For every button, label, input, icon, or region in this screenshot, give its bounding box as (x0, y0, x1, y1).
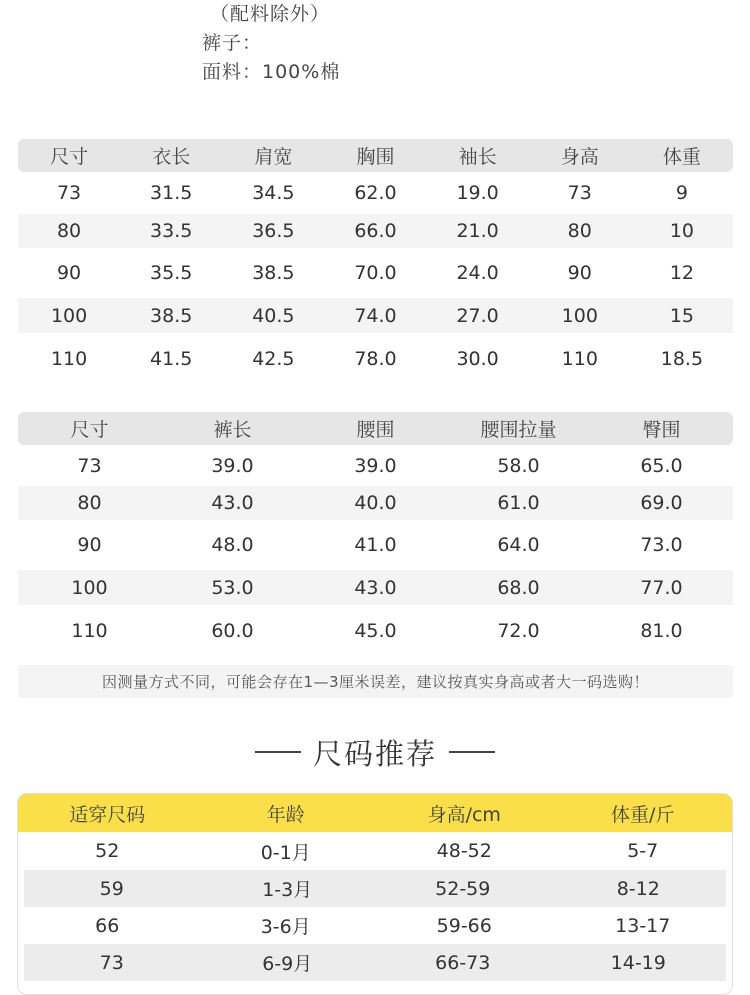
table-cell: 48.0 (211, 534, 254, 556)
table-cell: 62.0 (354, 182, 397, 204)
header-cell: 适穿尺码 (69, 803, 146, 826)
table-cell: 1-3月 (262, 879, 313, 901)
table-cell: 77.0 (640, 576, 683, 599)
table-cell: 45.0 (354, 619, 397, 642)
table-header (18, 794, 732, 832)
table-cell: 0-1月 (260, 841, 311, 864)
table-cell: 60.0 (211, 619, 254, 642)
table-row (18, 298, 733, 333)
table-header (18, 412, 733, 445)
table-cell: 73 (56, 182, 82, 204)
header-cell: 年龄 (266, 803, 305, 826)
table-row (18, 333, 733, 384)
table-cell: 69.0 (640, 492, 683, 514)
table-cell: 8-12 (616, 877, 660, 900)
table-cell: 14-19 (610, 951, 666, 974)
table-cell: 64.0 (497, 534, 540, 556)
table-cell: 15 (669, 304, 694, 327)
table-cell: 36.5 (252, 220, 295, 242)
table-cell: 100 (561, 304, 598, 327)
title-line-left (255, 751, 301, 753)
table-cell: 59 (99, 877, 124, 900)
table-cell: 72.0 (497, 619, 540, 642)
header-cell: 肩宽 (254, 146, 293, 168)
table-header (18, 139, 733, 172)
table-cell: 110 (71, 619, 108, 642)
table-cell: 41.0 (354, 534, 397, 556)
table-cell: 21.0 (456, 220, 499, 242)
table-cell: 80 (56, 220, 82, 242)
header-cell: 尺寸 (50, 146, 89, 168)
table-cell: 40.0 (354, 492, 397, 514)
table-cell: 43.0 (211, 492, 254, 514)
title-line-right (449, 751, 495, 753)
table-cell: 90 (77, 534, 102, 556)
table-cell: 110 (561, 347, 598, 370)
table-row (18, 832, 732, 870)
table-row (18, 486, 733, 520)
header-cell: 腰围 (356, 419, 395, 441)
table-cell: 74.0 (354, 304, 397, 327)
material-info (202, 0, 340, 87)
table-row (18, 907, 732, 944)
table-cell: 100 (71, 576, 108, 599)
table-cell: 10 (669, 220, 694, 242)
material-note: （配料除外） (210, 3, 331, 25)
header-cell: 衣长 (152, 146, 191, 168)
table-cell: 6-9月 (262, 953, 313, 975)
table-cell: 78.0 (354, 347, 397, 370)
table-cell: 38.5 (252, 262, 295, 284)
table-cell: 58.0 (497, 454, 540, 477)
table-cell: 39.0 (211, 454, 254, 477)
table-cell: 48-52 (436, 840, 492, 862)
fabric-info: 面料：100%棉 (202, 61, 341, 83)
table-cell: 27.0 (456, 304, 499, 327)
table-cell: 90 (56, 262, 82, 284)
header-cell: 体重/斤 (611, 803, 675, 826)
table-cell: 3-6月 (260, 916, 311, 938)
size-recommend-table (17, 793, 733, 995)
table-cell: 52 (95, 840, 120, 862)
table-cell: 43.0 (354, 576, 397, 599)
table-cell: 33.5 (150, 220, 193, 242)
table-cell: 9 (675, 182, 688, 204)
table-cell: 73 (77, 454, 102, 477)
table-cell: 66-73 (435, 951, 491, 974)
table-cell: 61.0 (497, 492, 540, 514)
table-cell: 39.0 (354, 454, 397, 477)
table-cell: 42.5 (252, 347, 295, 370)
section-title-text: 尺码推荐 (312, 736, 437, 771)
section-title (0, 730, 750, 774)
table-cell: 31.5 (150, 182, 193, 204)
header-cell: 身高 (560, 146, 599, 168)
table-row (18, 520, 733, 570)
table-cell: 80 (77, 492, 102, 514)
table-cell: 80 (567, 220, 592, 242)
table-cell: 5-7 (627, 840, 659, 862)
table-cell: 110 (50, 347, 88, 370)
table-cell: 41.5 (150, 347, 193, 370)
header-cell: 袖长 (458, 146, 497, 168)
header-cell: 身高/cm (427, 803, 501, 826)
table-cell: 18.5 (660, 347, 704, 370)
table-cell: 13-17 (615, 914, 671, 937)
table-cell: 53.0 (211, 576, 254, 599)
table-cell: 100 (50, 304, 88, 327)
table-cell: 34.5 (252, 182, 295, 204)
table-cell: 52-59 (435, 877, 491, 900)
table-cell: 35.5 (150, 262, 193, 284)
table-row (18, 445, 733, 486)
table-cell: 59-66 (436, 914, 492, 937)
header-cell: 胸围 (356, 146, 395, 168)
table-cell: 65.0 (640, 454, 683, 477)
table-cell: 66.0 (354, 220, 397, 242)
table-cell: 73.0 (640, 534, 683, 556)
table-row (24, 944, 726, 981)
pants-size-table (18, 412, 733, 656)
table-row (24, 870, 726, 907)
table-cell: 24.0 (456, 262, 499, 284)
header-cell: 体重 (662, 146, 701, 168)
table-cell: 68.0 (497, 576, 540, 599)
table-cell: 30.0 (456, 347, 499, 370)
table-cell: 73 (567, 182, 592, 204)
table-cell: 90 (567, 262, 592, 284)
table-row (18, 214, 733, 248)
table-cell: 19.0 (456, 182, 499, 204)
table-cell: 73 (99, 951, 124, 974)
header-cell: 裤长 (213, 419, 252, 441)
table-cell: 40.5 (252, 304, 295, 327)
table-row (18, 248, 733, 298)
table-cell: 12 (669, 262, 694, 284)
table-row (18, 172, 733, 214)
top-size-table (18, 139, 733, 384)
header-cell: 尺寸 (70, 419, 109, 441)
measurement-note: 因测量方式不同，可能会存在1—3厘米误差，建议按真实身高或者大一码选购！ (18, 665, 733, 698)
header-cell: 臀围 (642, 419, 681, 441)
table-cell: 38.5 (150, 304, 193, 327)
table-row (18, 605, 733, 656)
table-cell: 70.0 (354, 262, 397, 284)
table-cell: 81.0 (640, 619, 683, 642)
table-row (18, 570, 733, 605)
header-cell: 腰围拉量 (480, 419, 557, 441)
table-cell: 66 (95, 914, 120, 937)
pants-label: 裤子： (202, 32, 263, 54)
